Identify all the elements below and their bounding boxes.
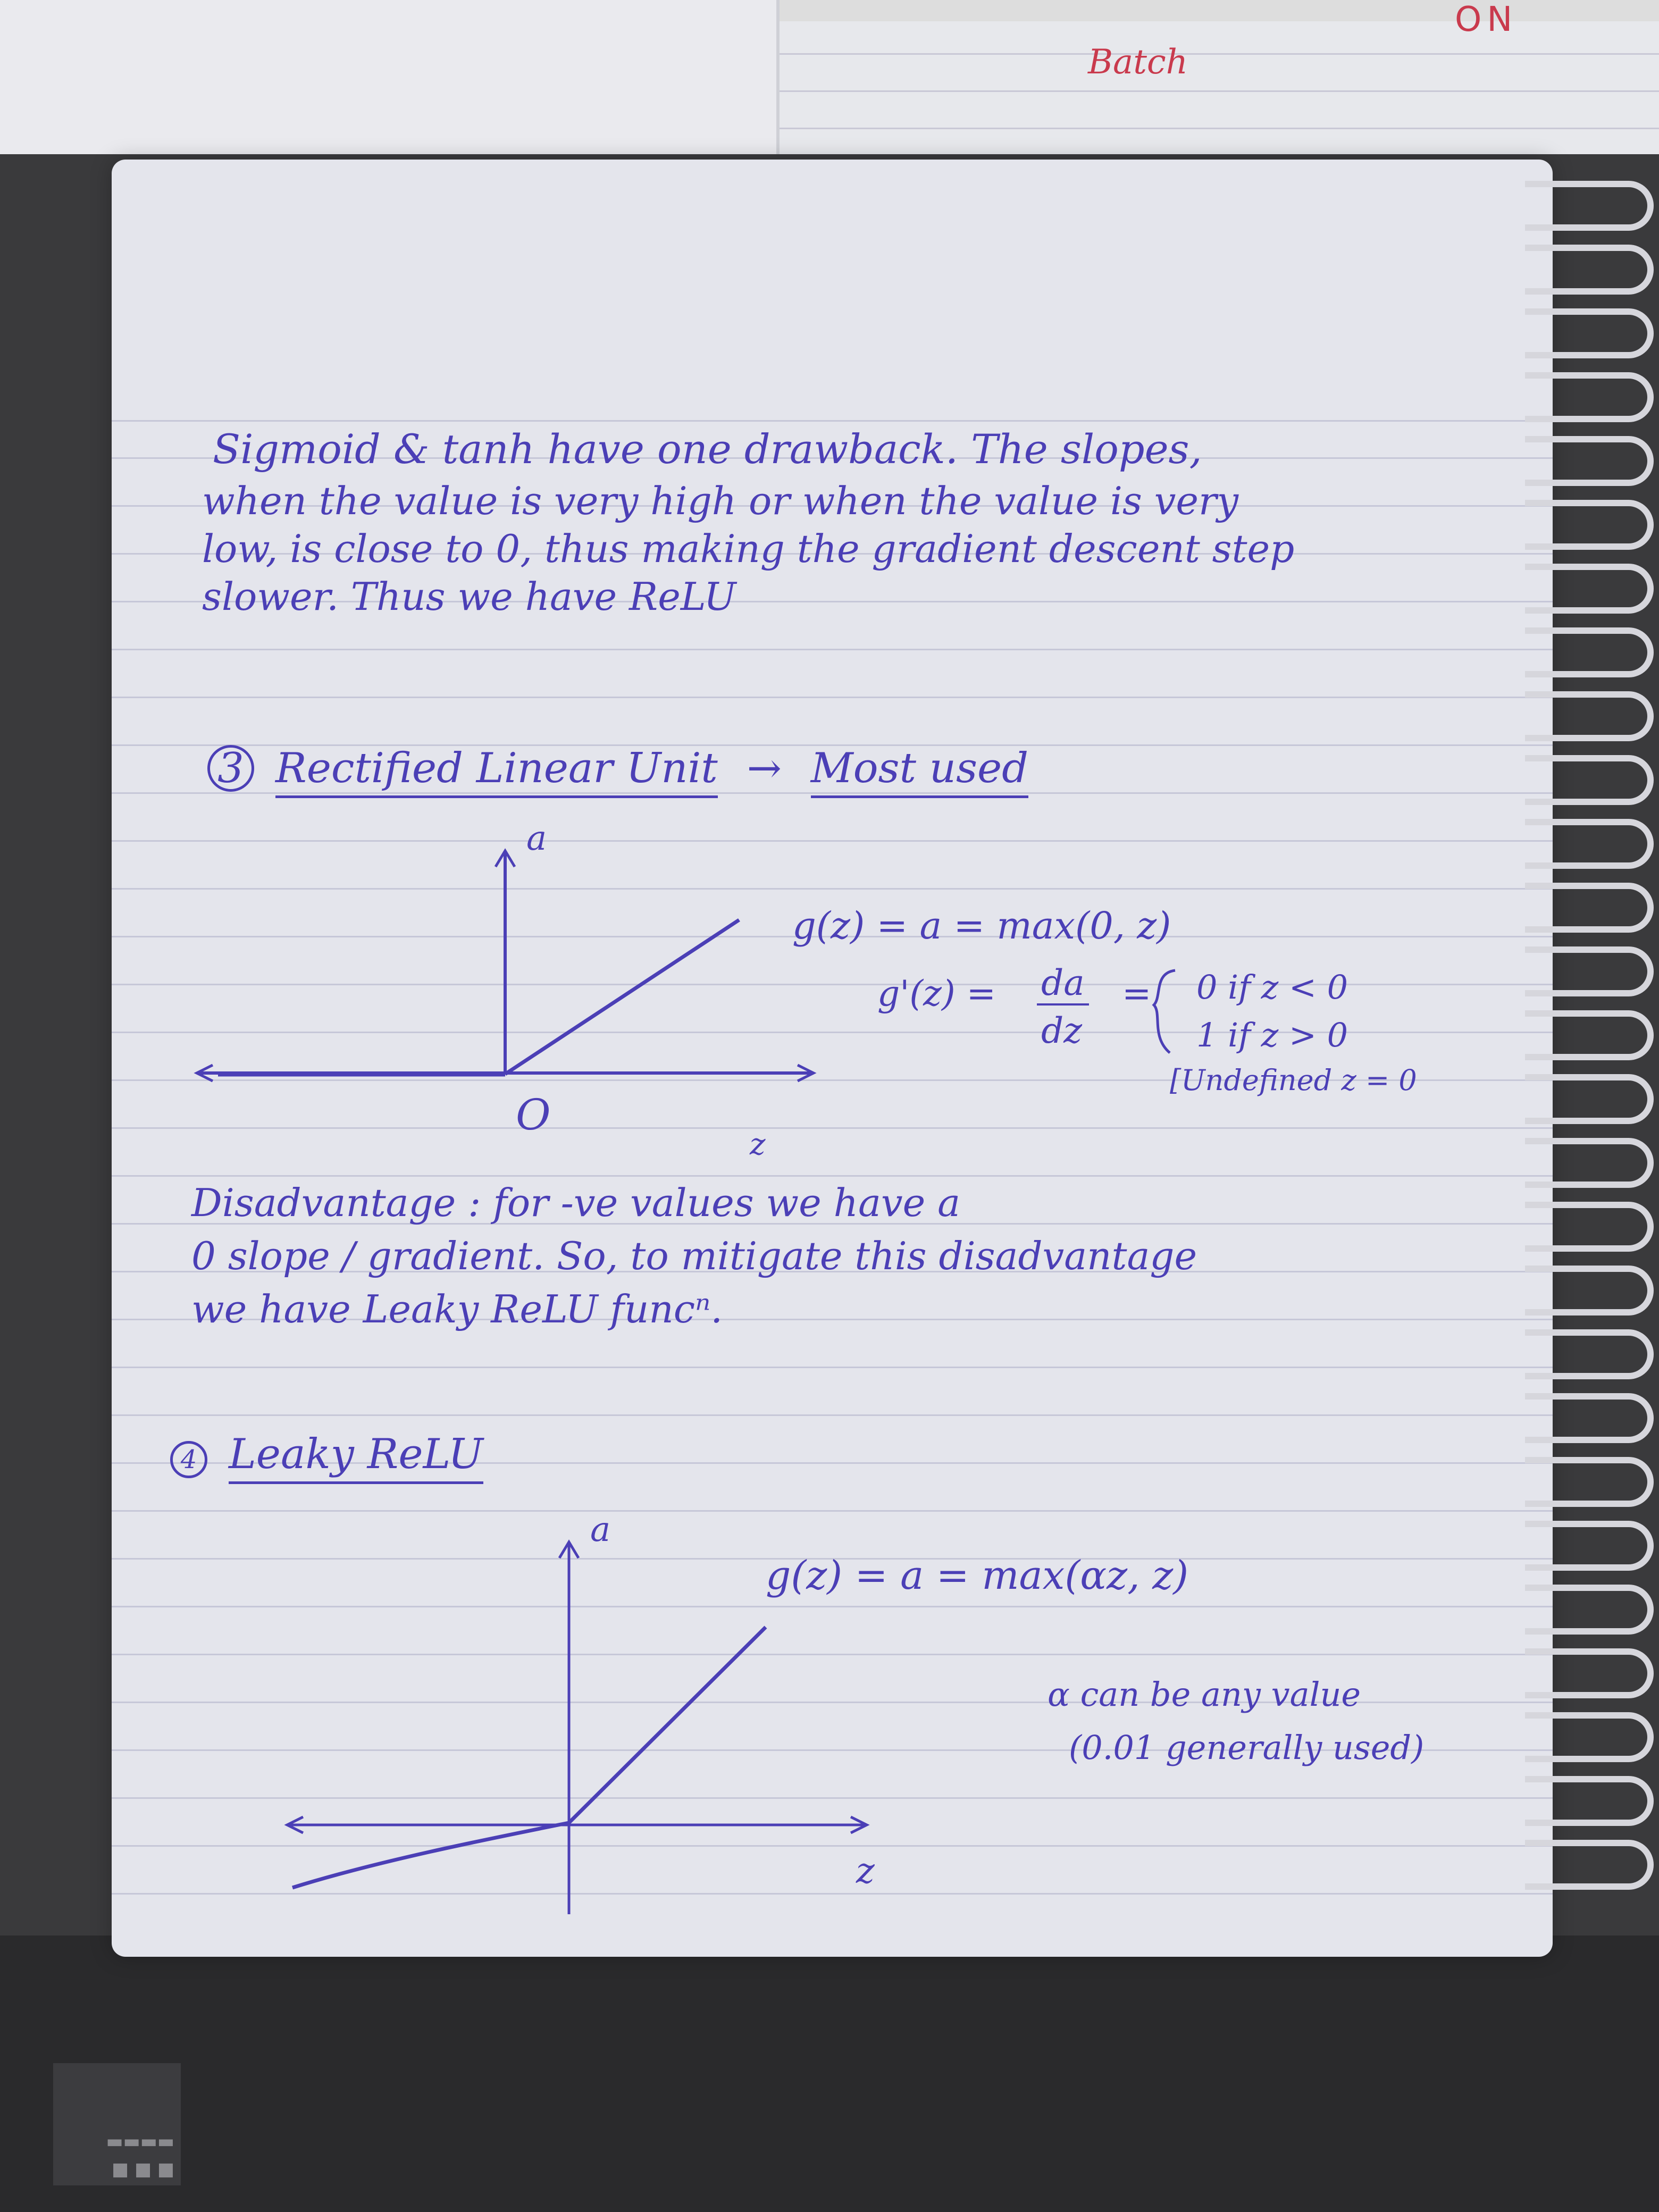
leaky-alpha-default: (0.01 generally used) <box>1069 1728 1425 1767</box>
leaky-heading-text: Leaky ReLU <box>229 1430 483 1484</box>
relu-derivative-denominator: dz <box>1041 1010 1083 1051</box>
notebook-page <box>112 160 1553 1957</box>
spiral-coil <box>1525 245 1654 295</box>
spiral-coil <box>1525 564 1654 614</box>
leaky-y-axis-label: a <box>590 1510 611 1549</box>
relu-heading-note: Most used <box>811 744 1028 798</box>
spiral-coil <box>1525 883 1654 933</box>
spiral-coil <box>1525 755 1654 805</box>
background-page-corner-text: ON <box>1455 0 1518 39</box>
spiral-coil <box>1525 1393 1654 1443</box>
relu-case-zero: [Undefined z = 0 <box>1170 1063 1417 1097</box>
section-number-badge: 4 <box>170 1441 207 1478</box>
spiral-coil <box>1525 1712 1654 1762</box>
spiral-coil <box>1525 372 1654 422</box>
spiral-coil <box>1525 436 1654 486</box>
leaky-x-axis-label: z <box>856 1850 875 1891</box>
paragraph-line: Sigmoid & tanh have one drawback. The slopes, <box>213 425 1202 473</box>
spiral-coil <box>1525 819 1654 869</box>
arrow-icon: → <box>747 744 782 792</box>
relu-derivative-numerator: da <box>1037 962 1089 1006</box>
spiral-coil <box>1525 1840 1654 1890</box>
relu-formula: g(z) = a = max(0, z) <box>792 904 1171 948</box>
background-page <box>776 0 1659 154</box>
relu-y-axis-label: a <box>526 819 547 858</box>
relu-x-axis-label: z <box>750 1127 766 1162</box>
spiral-coil <box>1525 1648 1654 1698</box>
spiral-coil <box>1525 1074 1654 1124</box>
relu-case-positive: 1 if z > 0 <box>1196 1016 1348 1054</box>
leaky-formula: g(z) = a = max(αz, z) <box>766 1553 1189 1598</box>
paragraph-line: slower. Thus we have ReLU <box>202 574 736 619</box>
spiral-coil <box>1525 1457 1654 1507</box>
relu-case-negative: 0 if z < 0 <box>1196 968 1348 1007</box>
paragraph-line: when the value is very high or when the value is very <box>202 479 1239 523</box>
paragraph-line: 0 slope / gradient. So, to mitigate this disadvantage <box>191 1234 1197 1278</box>
relu-heading-text: Rectified Linear Unit <box>275 744 718 798</box>
spiral-coil <box>1525 1138 1654 1188</box>
paragraph-line: we have Leaky ReLU funcⁿ. <box>191 1287 723 1331</box>
spiral-coil <box>1525 1329 1654 1379</box>
spiral-coil <box>1525 627 1654 677</box>
paragraph-line: Disadvantage : for -ve values we have a <box>191 1180 961 1225</box>
spiral-coil <box>1525 181 1654 231</box>
sticker-label: ■ ■ ■ ▬▬▬▬ <box>53 2063 181 2185</box>
spiral-coil <box>1525 1521 1654 1571</box>
background-page-title: Batch <box>1088 43 1188 82</box>
table-edge <box>0 1936 1659 2212</box>
relu-derivative-equals: = <box>1122 973 1152 1014</box>
leaky-curve-negative <box>292 1823 569 1888</box>
paragraph-line: low, is close to 0, thus making the gradient descent step <box>202 526 1295 571</box>
spiral-coil <box>1525 691 1654 741</box>
spiral-coil <box>1525 1202 1654 1252</box>
spiral-coil <box>1525 1266 1654 1316</box>
spiral-coil <box>1525 946 1654 996</box>
relu-origin-label: O <box>516 1090 551 1139</box>
spiral-coil <box>1525 500 1654 550</box>
table-surface <box>0 0 776 154</box>
background-page-rule <box>780 53 1659 55</box>
spiral-coil <box>1525 1010 1654 1060</box>
relu-derivative-lhs: g'(z) = <box>877 973 996 1014</box>
leaky-alpha-note: α can be any value <box>1048 1675 1361 1714</box>
leaky-curve-positive <box>569 1627 766 1823</box>
spiral-coil <box>1525 1776 1654 1826</box>
spiral-binding <box>1499 160 1659 1957</box>
section-number-badge: 3 <box>207 745 254 792</box>
spiral-coil <box>1525 308 1654 358</box>
background-page-rule <box>780 128 1659 129</box>
spiral-coil <box>1525 1585 1654 1635</box>
background-page-rule <box>780 90 1659 92</box>
